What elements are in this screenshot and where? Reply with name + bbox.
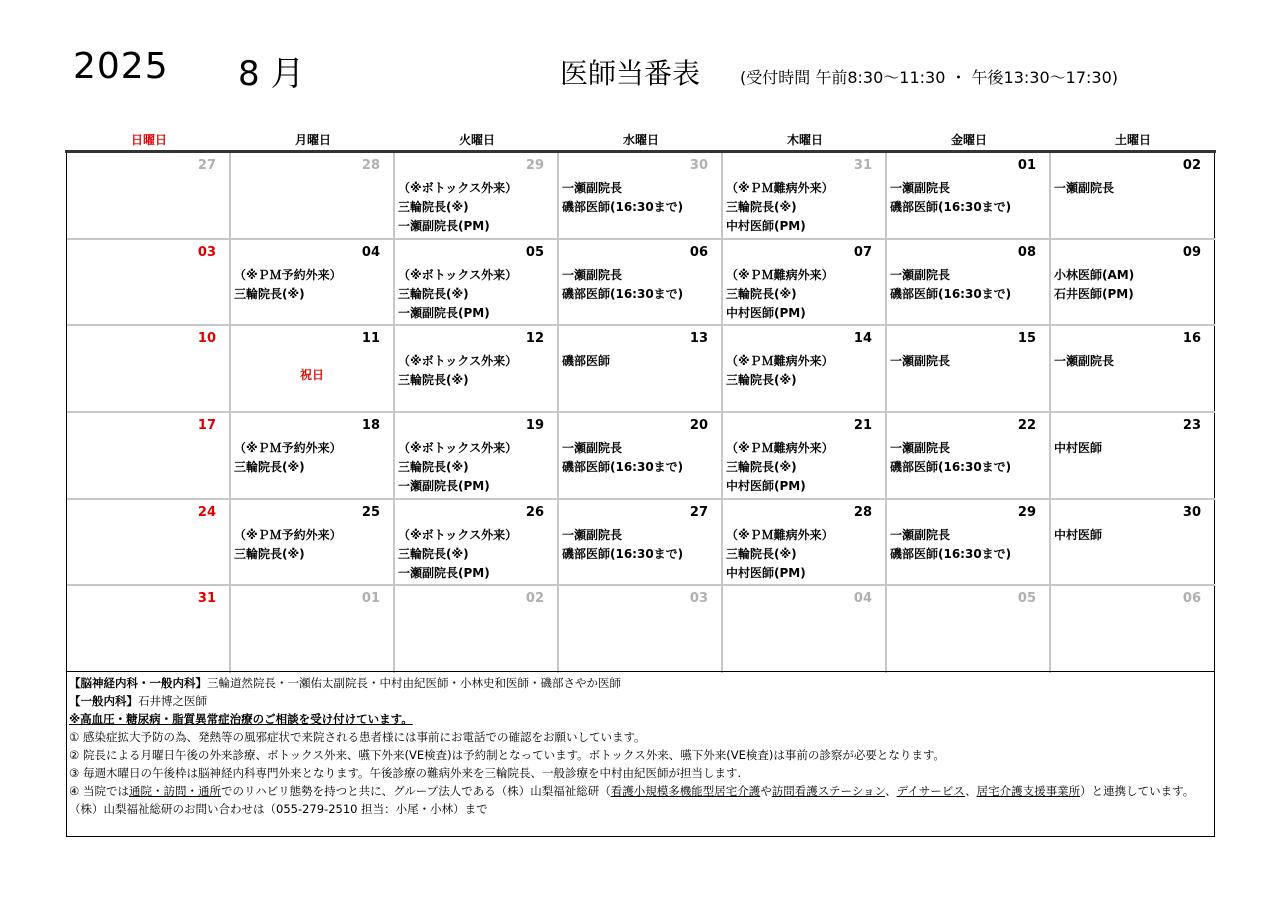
note-4-i: 、 (965, 784, 977, 798)
note-dept-neuro (69, 674, 1214, 692)
calendar-day-cell (559, 586, 723, 673)
calendar-week (67, 240, 1215, 327)
note-1: ① 感染症拡大予防の為、発熱等の風邪症状で来院される患者様には事前にお電話での確認をお願いしています。 (69, 730, 646, 744)
duty-line: 一瀬副院長 (562, 181, 623, 195)
day-number: 06 (689, 244, 708, 260)
day-number: 30 (689, 158, 708, 173)
calendar-day-cell (231, 586, 395, 673)
day-number: 31 (197, 591, 216, 607)
day-number: 03 (197, 244, 216, 260)
calendar-day-cell (231, 413, 395, 498)
day-number: 22 (1017, 418, 1036, 434)
calendar-day-cell (1051, 153, 1215, 238)
duty-line: 三輪院長(※) (398, 546, 469, 561)
calendar-day-cell (1051, 500, 1215, 585)
calendar-day-cell (395, 500, 559, 585)
weekday-monday: 月曜日 (294, 133, 331, 147)
year-label: 2025 (73, 46, 169, 87)
calendar-day-cell (723, 413, 887, 498)
day-number: 25 (361, 504, 380, 520)
calendar-day-cell (723, 586, 887, 673)
duty-list (890, 266, 1047, 304)
calendar-day-cell (395, 153, 559, 238)
duty-line: （※ＰＭ難病外来） (726, 354, 834, 369)
reception-hours: (受付時間 午前8:30～11:30 ・ 午後13:30～17:30) (740, 68, 1119, 87)
calendar-day-cell (1051, 240, 1215, 325)
day-number: 12 (525, 331, 544, 347)
day-number: 06 (1182, 591, 1201, 607)
calendar-week (67, 586, 1215, 673)
duty-line: 一瀬副院長 (890, 441, 951, 456)
duty-line: 一瀬副院長 (562, 267, 623, 282)
calendar-day-cell (723, 326, 887, 411)
calendar-day-cell (723, 240, 887, 325)
duty-line: （※ＰＭ難病外来） (726, 441, 834, 456)
day-number: 07 (853, 244, 872, 260)
calendar-grid (66, 153, 1215, 673)
calendar-day-cell (887, 586, 1051, 673)
dept-general-label: 【一般内科】 (69, 694, 138, 708)
dept-neuro-label: 【脳神経内科・一般内科】 (69, 676, 207, 690)
day-number: 27 (689, 504, 708, 520)
calendar-day-cell (887, 240, 1051, 325)
duty-list (562, 179, 719, 217)
duty-list (890, 526, 1047, 564)
day-number: 04 (853, 591, 872, 607)
duty-line: 一瀬副院長 (890, 267, 951, 282)
weekday-friday: 金曜日 (950, 133, 987, 147)
duty-line: 一瀬副院長(PM) (398, 479, 490, 494)
duty-list (1054, 439, 1212, 458)
duty-list (726, 352, 883, 390)
duty-line: 一瀬副院長 (890, 181, 951, 195)
day-number: 27 (197, 158, 216, 173)
calendar-day-cell (231, 240, 395, 325)
day-number: 04 (361, 244, 380, 260)
calendar-week (67, 413, 1215, 500)
consult-text: ※高血圧・糖尿病・脂質異常症治療のご相談を受け付けています。 (69, 712, 413, 726)
duty-list (1054, 526, 1212, 545)
duty-list (398, 352, 555, 390)
duty-list (1054, 352, 1212, 371)
duty-line: 三輪院長(※) (726, 373, 797, 388)
calendar-day-cell (887, 500, 1051, 585)
duty-line: 三輪院長(※) (234, 546, 305, 561)
duty-list (1054, 179, 1212, 198)
day-number: 08 (1017, 244, 1036, 260)
day-number: 31 (853, 158, 872, 173)
day-number: 21 (853, 418, 872, 434)
duty-list (234, 439, 391, 477)
day-number: 29 (1017, 504, 1036, 520)
duty-line: 三輪院長(※) (726, 546, 797, 561)
note-4-c: でのリハビリ態勢を持つと共に、グループ法人である（株）山梨福祉総研（ (220, 784, 611, 798)
weekday-saturday: 土曜日 (1114, 133, 1151, 147)
duty-list (890, 352, 1047, 371)
day-number: 17 (197, 418, 216, 434)
duty-line: 三輪院長(※) (234, 286, 305, 301)
duty-line: 一瀬副院長(PM) (398, 305, 490, 320)
day-number: 15 (1017, 331, 1036, 347)
duty-line: 一瀬副院長 (1054, 354, 1115, 369)
calendar-day-cell (67, 500, 231, 585)
holiday-label: 祝日 (299, 368, 324, 383)
note-2: ② 院長による月曜日午後の外来診療、ボトックス外来、嚥下外来(VE検査)は予約制となっています。ボトックス外来、嚥下外来(VE検査)は事前の診察が必要となります。 (69, 748, 945, 762)
note-consult (69, 710, 1214, 728)
calendar-day-cell (887, 413, 1051, 498)
calendar-day-cell (559, 326, 723, 411)
duty-list (398, 179, 555, 236)
duty-line: （※ボトックス外来） (398, 527, 518, 542)
duty-line: 磯部医師 (562, 354, 611, 369)
calendar-day-cell (723, 153, 887, 238)
duty-line: （※ＰＭ難病外来） (726, 267, 834, 282)
duty-list (234, 526, 391, 564)
duty-line: 中村医師(PM) (726, 565, 806, 580)
duty-line: 磯部医師(16:30まで) (562, 200, 684, 214)
duty-line: 中村医師 (1054, 441, 1103, 456)
duty-line: 一瀬副院長 (890, 527, 951, 542)
duty-line: （※ボトックス外来） (398, 267, 518, 282)
day-number: 29 (525, 158, 544, 173)
duty-list (890, 179, 1047, 217)
day-number: 20 (689, 418, 708, 434)
duty-line: 三輪院長(※) (398, 460, 469, 475)
duty-list (398, 439, 555, 496)
note-4-day-service: デイサービス (896, 784, 966, 798)
duty-line: 一瀬副院長 (562, 441, 623, 456)
calendar-day-cell (723, 500, 887, 585)
duty-line: 石井医師(PM) (1054, 286, 1134, 301)
calendar-week (67, 326, 1215, 413)
duty-list (726, 179, 883, 236)
day-number: 09 (1182, 244, 1201, 260)
duty-list (726, 526, 883, 583)
duty-list (562, 526, 719, 564)
duty-line: 三輪院長(※) (234, 460, 305, 475)
calendar-week (67, 500, 1215, 587)
note-4-a: ④ 当院では (69, 784, 129, 798)
duty-line: （※ボトックス外来） (398, 181, 518, 195)
duty-line: 三輪院長(※) (726, 200, 797, 214)
note-4-k: ）と連携しています。 (1080, 784, 1195, 798)
duty-line: （※ボトックス外来） (398, 441, 518, 456)
duty-line: （※ＰＭ難病外来） (726, 527, 834, 542)
note-4 (69, 782, 1214, 800)
calendar-day-cell (67, 153, 231, 238)
calendar-day-cell (559, 413, 723, 498)
duty-line: 三輪院長(※) (726, 460, 797, 475)
duty-list (1054, 266, 1212, 304)
duty-list (890, 439, 1047, 477)
duty-line: 磯部医師(16:30まで) (890, 200, 1012, 214)
weekday-wednesday: 水曜日 (622, 133, 659, 147)
dept-general-doctors: 石井博之医師 (138, 694, 207, 708)
calendar-day-cell (887, 326, 1051, 411)
calendar-day-cell (67, 586, 231, 673)
duty-line: 磯部医師(16:30まで) (562, 460, 684, 475)
calendar-day-cell (559, 500, 723, 585)
day-number: 28 (361, 158, 380, 173)
calendar-week (67, 153, 1215, 240)
duty-line: 一瀬副院長(PM) (398, 565, 490, 580)
calendar-day-cell (231, 326, 395, 411)
duty-line: 一瀬副院長 (890, 354, 951, 369)
duty-line: （※ＰＭ予約外来） (234, 527, 342, 542)
day-number: 02 (1182, 158, 1201, 173)
note-dept-general (69, 692, 1214, 710)
duty-line: 磯部医師(16:30まで) (890, 546, 1012, 561)
note-4-e: や (760, 784, 772, 798)
day-number: 28 (853, 504, 872, 520)
duty-line: 磯部医師(16:30まで) (890, 286, 1012, 301)
duty-line: 一瀬副院長(PM) (398, 219, 490, 233)
duty-line: 三輪院長(※) (726, 286, 797, 301)
duty-line: 三輪院長(※) (398, 286, 469, 301)
calendar-day-cell (559, 153, 723, 238)
note-3: ③ 毎週木曜日の午後枠は脳神経内科専門外来となります。午後診療の難病外来を三輪院長、一般診療を中村由紀医師が担当します. (69, 766, 742, 780)
weekday-header (67, 131, 1215, 151)
duty-line: 中村医師(PM) (726, 305, 806, 320)
duty-line: 中村医師(PM) (726, 479, 806, 494)
day-number: 30 (1182, 504, 1201, 520)
duty-line: （※ＰＭ予約外来） (234, 267, 342, 282)
day-number: 01 (361, 591, 380, 607)
duty-list (562, 439, 719, 477)
day-number: 03 (689, 591, 708, 607)
calendar-day-cell (231, 153, 395, 238)
dept-neuro-doctors: 三輪道然院長・一瀬佑太副院長・中村由紀医師・小林史和医師・磯部さやか医師 (207, 676, 621, 690)
duty-line: 三輪院長(※) (398, 373, 469, 388)
day-number: 16 (1182, 331, 1201, 347)
duty-list (562, 266, 719, 304)
duty-list (234, 266, 391, 304)
day-number: 13 (689, 331, 708, 347)
calendar-day-cell (887, 153, 1051, 238)
duty-line: 小林医師(AM) (1054, 267, 1135, 282)
duty-line: 磯部医師(16:30まで) (562, 546, 684, 561)
duty-line: 磯部医師(16:30まで) (562, 286, 684, 301)
weekday-thursday: 木曜日 (786, 133, 823, 147)
weekday-tuesday: 火曜日 (458, 133, 495, 147)
day-number: 02 (525, 591, 544, 607)
calendar-day-cell (395, 326, 559, 411)
day-number: 26 (525, 504, 544, 520)
page-title: 医師当番表 (560, 57, 701, 90)
calendar-day-cell (67, 326, 231, 411)
day-number: 23 (1182, 418, 1201, 434)
calendar-day-cell (1051, 413, 1215, 498)
note-4-nursing-small: 看護小規模多機能型居宅介護 (610, 784, 761, 798)
notes-panel (66, 671, 1215, 837)
duty-line: 磯部医師(16:30まで) (890, 460, 1012, 475)
duty-list (398, 266, 555, 323)
calendar-day-cell (395, 240, 559, 325)
day-number: 11 (361, 331, 380, 347)
day-number: 10 (197, 331, 216, 347)
note-contact: （株）山梨福祉総研のお問い合わせは（055-279-2510 担当：小尾・小林）まで (69, 802, 488, 816)
duty-list (398, 526, 555, 583)
day-number: 18 (361, 418, 380, 434)
duty-list (726, 439, 883, 496)
duty-line: （※ＰＭ予約外来） (234, 441, 342, 456)
day-number: 05 (525, 244, 544, 260)
note-4-visit-nursing: 訪問看護ステーション (771, 784, 886, 798)
duty-line: （※ボトックス外来） (398, 354, 518, 369)
day-number: 19 (525, 418, 544, 434)
duty-list (562, 352, 719, 371)
weekday-sunday: 日曜日 (130, 133, 167, 147)
day-number: 01 (1017, 158, 1036, 173)
note-4-g: 、 (885, 784, 897, 798)
day-number: 05 (1017, 591, 1036, 607)
calendar-day-cell (231, 500, 395, 585)
duty-line: 中村医師 (1054, 527, 1103, 542)
calendar-day-cell (395, 586, 559, 673)
note-4-care-support: 居宅介護支援事業所 (976, 784, 1081, 798)
duty-line: 一瀬副院長 (1054, 181, 1115, 195)
calendar-day-cell (395, 413, 559, 498)
duty-line: 中村医師(PM) (726, 219, 806, 233)
duty-line: 一瀬副院長 (562, 527, 623, 542)
calendar-day-cell (67, 240, 231, 325)
duty-line: （※ＰＭ難病外来） (726, 181, 834, 195)
calendar-day-cell (1051, 586, 1215, 673)
calendar-day-cell (1051, 326, 1215, 411)
note-4-rehab: 通院・訪問・通所 (128, 784, 221, 798)
duty-line: 三輪院長(※) (398, 200, 469, 214)
calendar-day-cell (67, 413, 231, 498)
calendar-day-cell (559, 240, 723, 325)
day-number: 24 (197, 504, 216, 520)
duty-list (726, 266, 883, 323)
day-number: 14 (853, 331, 872, 347)
month-label: 8 月 (238, 54, 305, 94)
